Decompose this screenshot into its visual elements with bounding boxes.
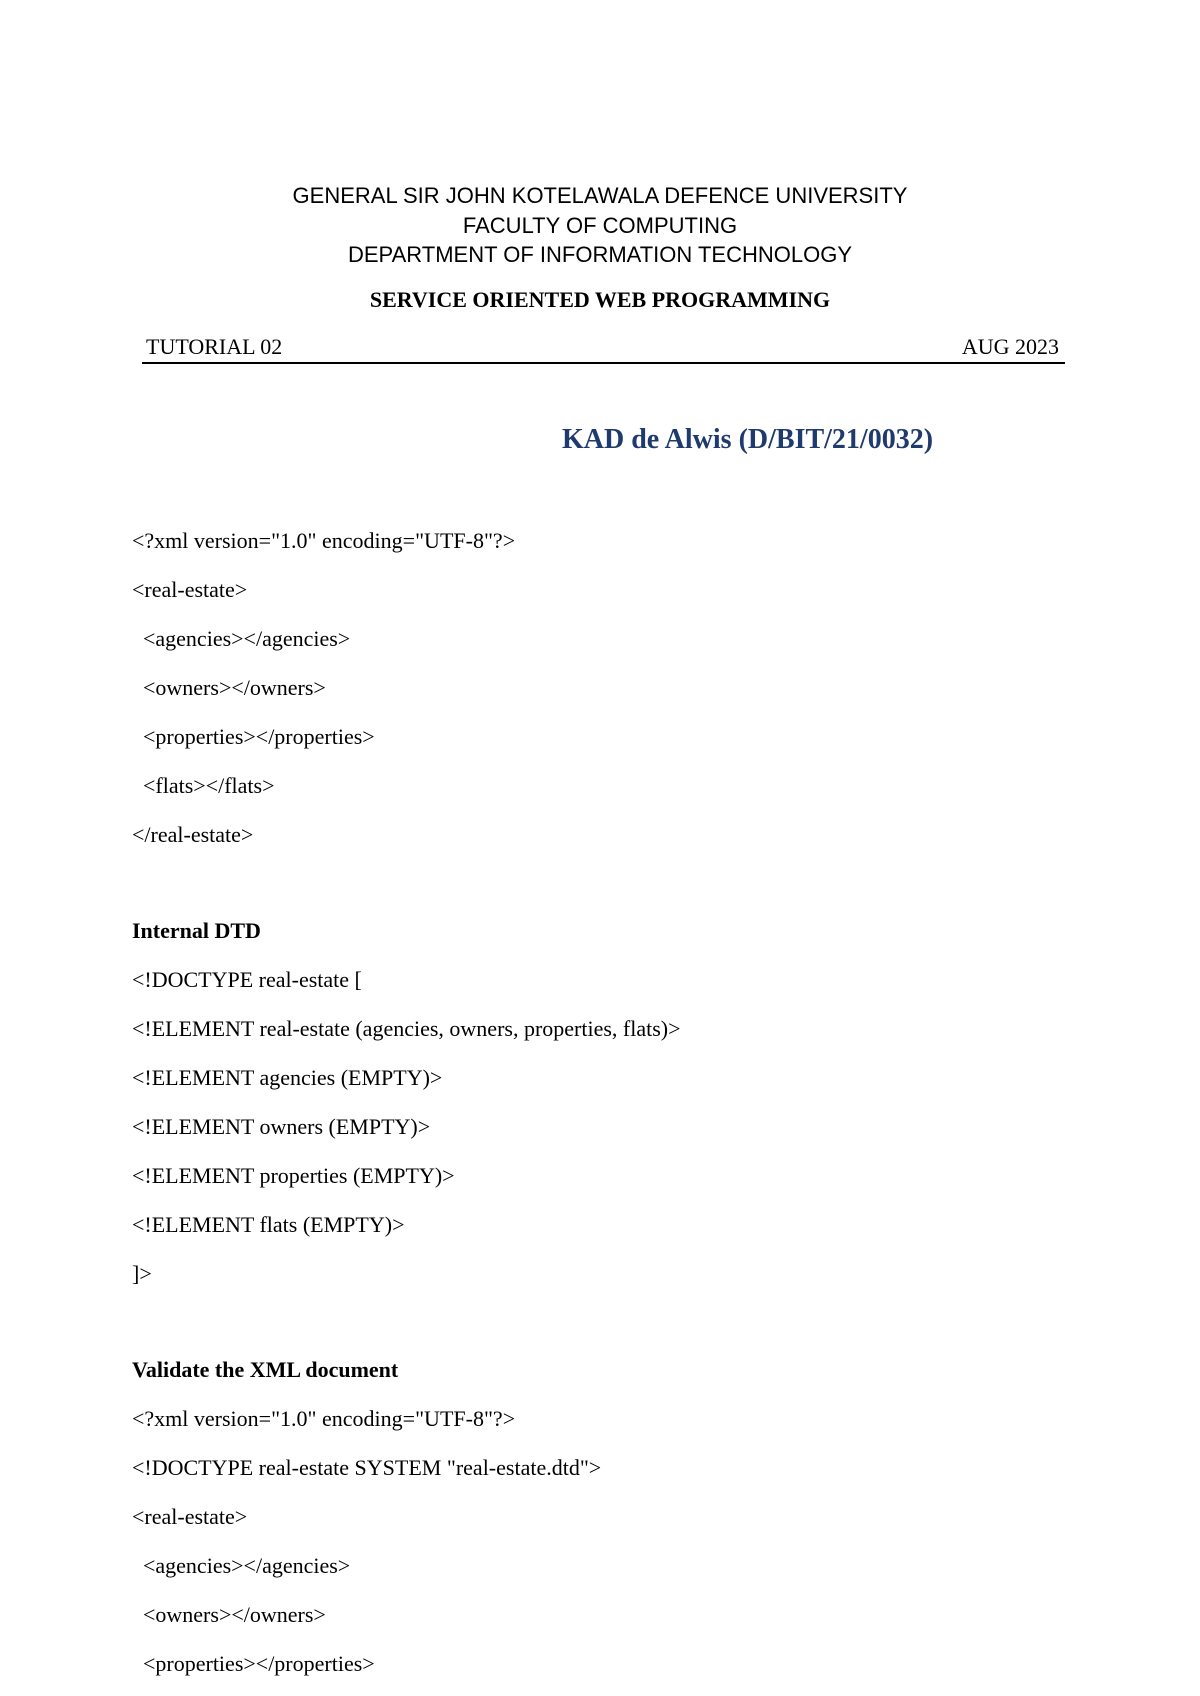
dtd-line: <!ELEMENT properties (EMPTY)> (132, 1163, 455, 1188)
dtd-line: <!ELEMENT real-estate (agencies, owners, properties, flats)> (132, 1016, 681, 1041)
validate-line: <?xml version="1.0" encoding="UTF-8"?> (132, 1406, 516, 1431)
student-name: KAD de Alwis (D/BIT/21/0032) (562, 424, 934, 455)
section-heading-validate: Validate the XML document (132, 1357, 399, 1382)
validate-line: <properties></properties> (132, 1651, 375, 1676)
xml-line: <agencies></agencies> (132, 626, 351, 651)
xml-line: </real-estate> (132, 822, 254, 847)
dtd-line: ]> (132, 1261, 152, 1286)
xml-line: <flats></flats> (132, 773, 275, 798)
validate-line: <!DOCTYPE real-estate SYSTEM "real-estate.dtd"> (132, 1455, 602, 1480)
xml-line: <real-estate> (132, 577, 248, 602)
validate-line: <agencies></agencies> (132, 1553, 351, 1578)
dtd-line: <!DOCTYPE real-estate [ (132, 967, 362, 992)
course-title: SERVICE ORIENTED WEB PROGRAMMING (369, 287, 831, 312)
xml-line: <properties></properties> (132, 724, 375, 749)
tutorial-label: TUTORIAL 02 (146, 334, 283, 359)
validate-line: <real-estate> (132, 1504, 248, 1529)
dtd-line: <!ELEMENT agencies (EMPTY)> (132, 1065, 443, 1090)
dtd-line: <!ELEMENT owners (EMPTY)> (132, 1114, 431, 1139)
tutorial-row (146, 334, 1059, 362)
validate-line: <owners></owners> (132, 1602, 326, 1627)
xml-line: <owners></owners> (132, 675, 326, 700)
date-label: AUG 2023 (961, 334, 1059, 359)
dtd-line: <!ELEMENT flats (EMPTY)> (132, 1212, 405, 1237)
header-divider (142, 362, 1065, 364)
xml-line: <?xml version="1.0" encoding="UTF-8"?> (132, 528, 516, 553)
faculty-name: FACULTY OF COMPUTING (462, 213, 738, 238)
university-name: GENERAL SIR JOHN KOTELAWALA DEFENCE UNIVERSITY (292, 183, 908, 208)
section-heading-internal-dtd: Internal DTD (132, 918, 261, 943)
department-name: DEPARTMENT OF INFORMATION TECHNOLOGY (347, 242, 852, 267)
